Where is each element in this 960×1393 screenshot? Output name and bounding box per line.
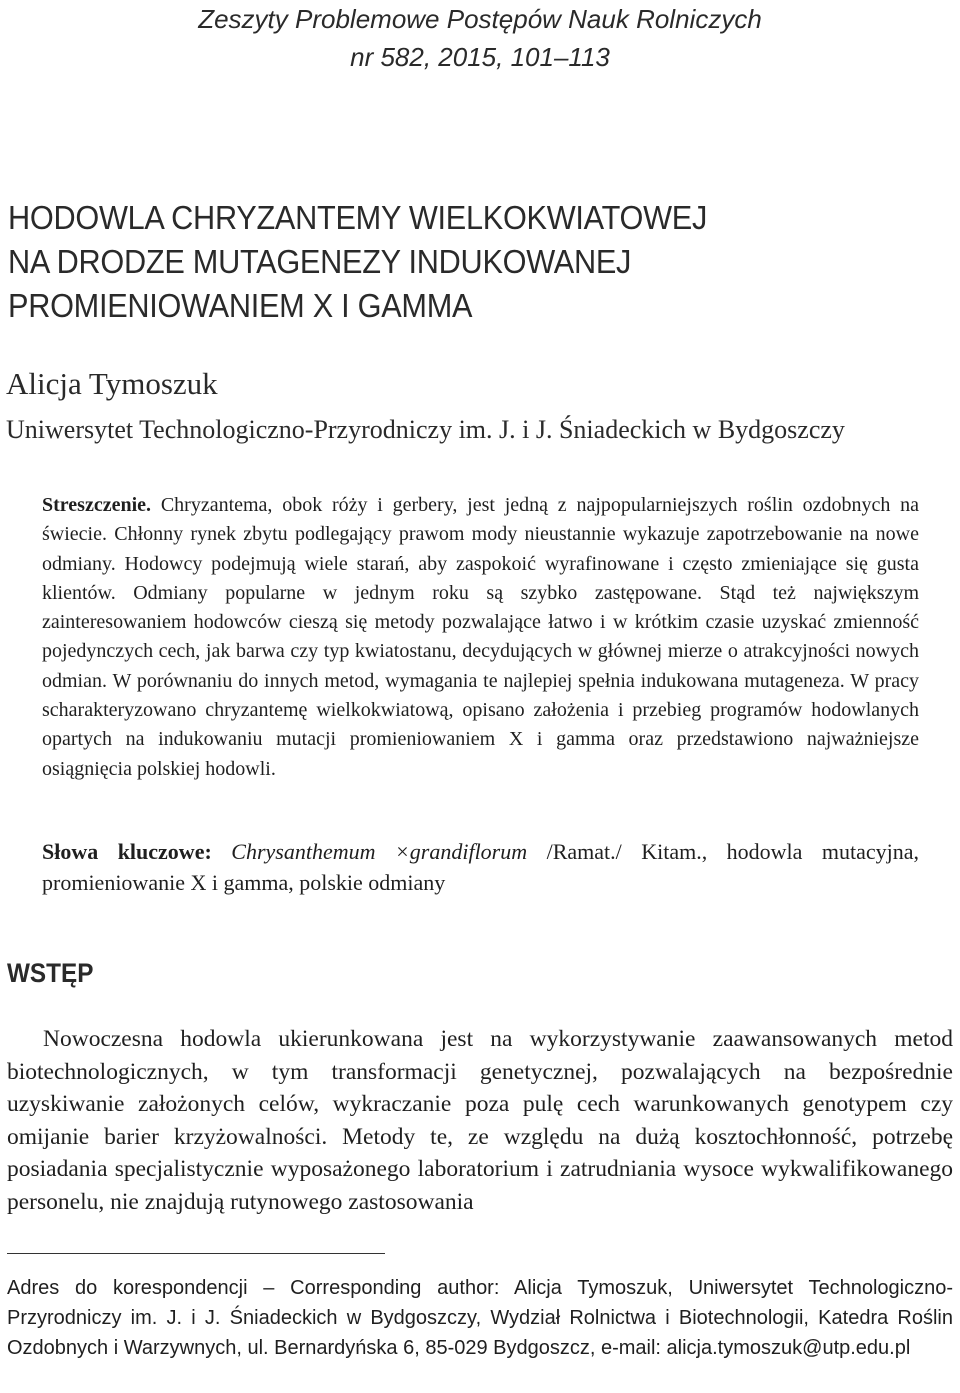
abstract-label: Streszczenie. [42, 494, 152, 516]
article-title-line: PROMIENIOWANIEM X I GAMMA [8, 287, 473, 324]
keywords [42, 836, 919, 898]
intro-paragraph: Nowoczesna hodowla ukierunkowana jest na wykorzystywanie zaawansowanych metod biotechnologicznych, w tym transformacji genetycznej, pozwalających na bezpośrednie uzyskiwanie założonych celów, wykraczanie poza pulę cech warunkowanych genotypem czy omijanie barier krzyżowalności. Metody te, ze względu na dużą kosztochłonność, potrzebę posiadania specjalistycznie wyposażonego laboratorium i zatrudniania wysoce wykwalifikowanego personelu, nie znajdują rutynowego zastosowania [7, 1026, 953, 1215]
author-affiliation: Uniwersytet Technologiczno-Przyrodniczy im. J. i J. Śniadeckich w Bydgoszczy [6, 415, 845, 444]
article-title-line: HODOWLA CHRYZANTEMY WIELKOKWIATOWEJ [8, 199, 708, 236]
article-title-line: NA DRODZE MUTAGENEZY INDUKOWANEJ [8, 243, 632, 280]
footnote-correspondence: Adres do korespondencji – Corresponding author: Alicja Tymoszuk, Uniwersytet Technologiczno-Przyrodniczy im. J. i J. Śniadeckich w Bydgoszczy, Wydział Rolnictwa i Biotechnologii, Katedra Roślin Ozdobnych i Warzywnych, ul. Bernardyńska 6, 85-029 Bydgoszcz, e-mail: alicja.tymoszuk@utp.edu.pl [7, 1277, 953, 1359]
journal-issue: nr 582, 2015, 101–113 [350, 42, 610, 72]
keywords-rest: /Ramat./ Kitam., hodowla mutacyjna, promieniowanie X i gamma, polskie odmiany [42, 839, 920, 895]
section-heading: WSTĘP [7, 958, 94, 988]
journal-header [0, 0, 960, 76]
author-name: Alicja Tymoszuk [6, 366, 218, 401]
keywords-species: Chrysanthemum ×grandiflorum [231, 839, 528, 864]
abstract-text: Chryzantema, obok róży i gerbery, jest jedną z najpopularniejszych roślin ozdobnych na świecie. Chłonny rynek zbytu podlegający prawom mody nieustannie wykazuje zapotrzebowanie na nowe odmiany. Hodowcy podejmują wiele starań, aby zaspokoić wyrafinowane i często zmieniające się gusta klientów. Odmiany popularne w jednym roku są szybko zastępowane. Stąd też największym zainteresowaniem hodowców cieszą się metody pozwalające łatwo i w krótkim czasie uzyskać zmienność pojedynczych cech, jak barwa czy typ kwiatostanu, decydujących w głównej mierze o atrakcyjności nowych odmian. W porównaniu do innych metod, wymagania te najlepiej spełnia indukowana mutageneza. W pracy scharakteryzowano chryzantemę wielkokwiatową, opisano założenia i przebieg programów hodowlanych opartych na indukowaniu mutacji promieniowaniem X i gamma oraz przedstawiono najważniejsze osiągnięcia polskiej hodowli. [42, 494, 919, 780]
abstract [42, 491, 919, 784]
keywords-label: Słowa kluczowe: [42, 839, 212, 864]
article-title [8, 196, 707, 328]
footnote-divider [7, 1253, 385, 1254]
journal-name: Zeszyty Problemowe Postępów Nauk Rolniczych [198, 4, 762, 34]
